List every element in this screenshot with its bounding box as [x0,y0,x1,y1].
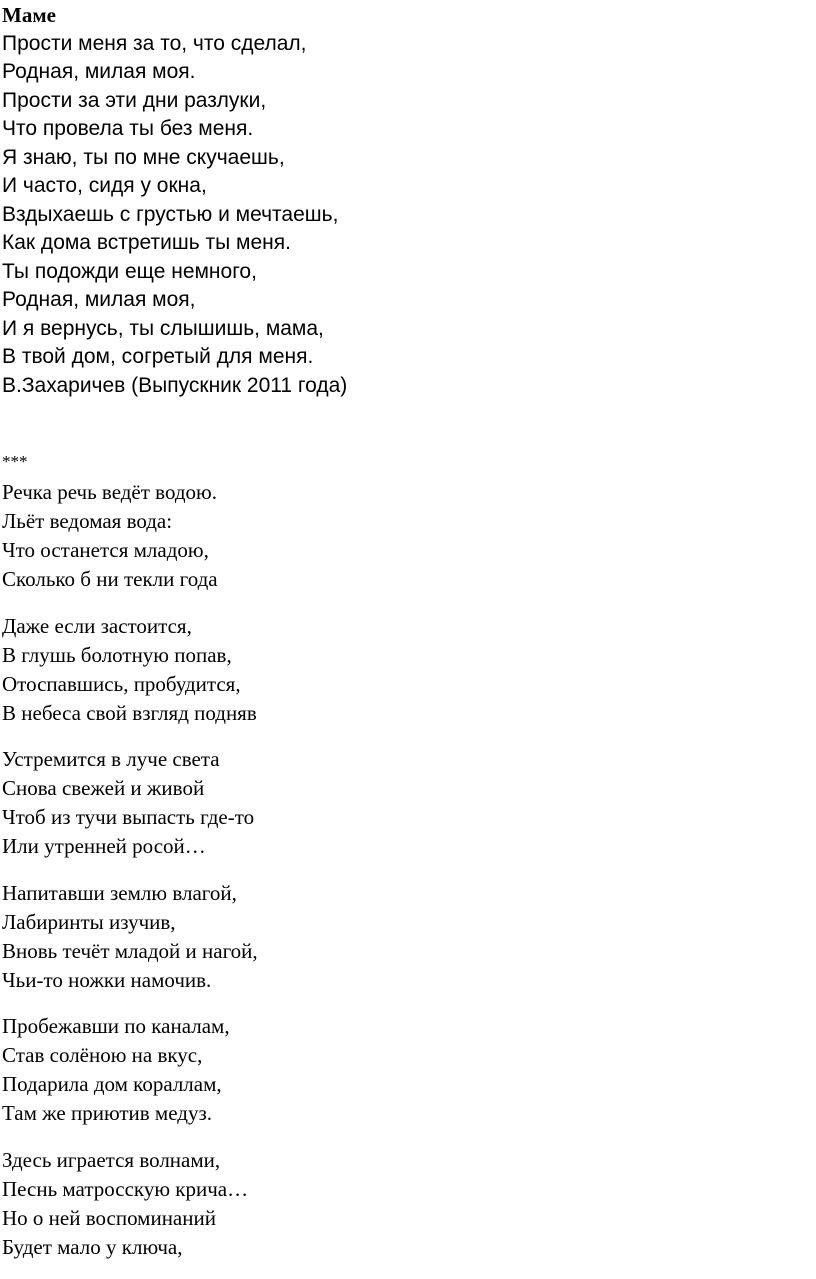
poem-line: Лабиринты изучив, [2,909,176,934]
poem-title: Маме [2,3,56,27]
poem-line: Став солёною на вкус, [2,1043,203,1067]
poem-to-mother [2,1,812,400]
poem-line: Здесь играется волнами, [2,1147,221,1172]
poem-line: Чтоб из тучи выпасть где-то [2,805,255,829]
poem-line: Напитавши землю влагой, [2,880,237,905]
poem-line: Вздыхаешь с грустью и мечтаешь, [2,202,339,226]
poem-line: Подарила дом кораллам, [2,1072,222,1096]
poem-line: Ты подожди еще немного, [2,259,257,283]
poem-line: Пробежавши по каналам, [2,1014,230,1038]
poem-line: Речка речь ведёт водою. [2,480,217,504]
stanza [2,879,258,995]
poem-river [2,478,258,1279]
poem-line: Я знаю, ты по мне скучаешь, [2,145,285,169]
document-page [2,0,812,1259]
poem-line: И я вернусь, ты слышишь, мама, [2,316,324,340]
poem-line: Что провела ты без меня. [2,117,254,140]
stanza [2,1146,258,1262]
stanza [2,745,258,861]
poem-line: Вновь течёт младой и нагой, [2,938,258,963]
poem-line: Устремится в луче света [2,747,220,771]
stanza [2,612,258,728]
poem-line: Снова свежей и живой [2,776,205,800]
poem-line: Песнь матросскую крича… [2,1176,249,1201]
poem-line: Как дома встретишь ты меня. [2,231,291,254]
poem-line: Сколько б ни текли года [2,567,218,591]
poem-author-line: В.Захаричев (Выпускник 2011 года) [2,373,348,397]
poem-line: Прости меня за то, что сделал, [2,31,307,55]
stanza [2,1012,258,1128]
poem-line: В небеса свой взгляд подняв [2,700,257,725]
poem-line: Чьи-то ножки намочив. [2,967,212,992]
stanza [2,478,258,594]
poem-line: И часто, сидя у окна, [2,174,207,197]
poem-line: Или утренней росой… [2,834,206,858]
poem-line: Даже если застоится, [2,613,192,638]
poem-line: Льёт ведомая вода: [2,509,173,533]
poem-line: Там же приютив медуз. [2,1101,212,1125]
poem-line: Родная, милая моя. [2,60,196,83]
poem-line: Родная, милая моя, [2,288,196,311]
poem-line: Отоспавшись, пробудится, [2,671,241,696]
poem-line: В глушь болотную попав, [2,642,232,667]
poem-line: Что останется младою, [2,538,209,562]
section-separator: *** [2,452,28,471]
poem-line: Но о ней воспоминаний [2,1205,216,1230]
poem-line: Будет мало у ключа, [2,1234,183,1259]
poem-line: В твой дом, согретый для меня. [2,345,314,368]
poem-line: Прости за эти дни разлуки, [2,88,267,112]
